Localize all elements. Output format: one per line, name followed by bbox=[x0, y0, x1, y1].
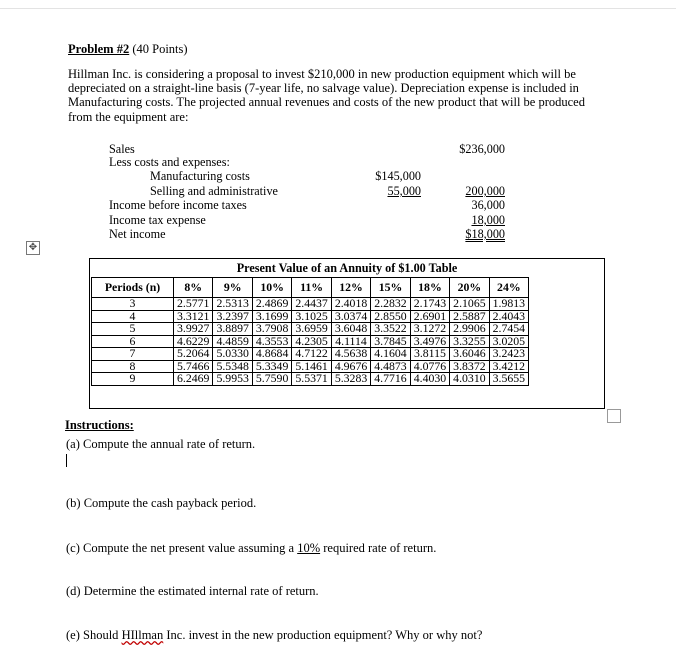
pv-factor-cell: 3.6048 bbox=[331, 323, 370, 336]
pv-factor-cell: 5.3283 bbox=[331, 373, 370, 386]
pv-factor-cell: 2.1743 bbox=[410, 298, 449, 311]
pv-factor-cell: 4.4873 bbox=[371, 360, 410, 373]
net-income-label: Net income bbox=[109, 227, 166, 241]
pv-factor-cell: 2.6901 bbox=[410, 310, 449, 323]
income-before-taxes-label: Income before income taxes bbox=[109, 198, 247, 212]
instruction-d: (d) Determine the estimated internal rate of return. bbox=[66, 584, 319, 598]
pv-factor-cell: 5.2064 bbox=[174, 348, 213, 361]
pv-factor-cell: 3.5655 bbox=[489, 373, 528, 386]
rate-header: 11% bbox=[292, 278, 331, 298]
selling-admin-value: 55,000 bbox=[387, 184, 421, 198]
income-before-taxes-value: 36,000 bbox=[471, 198, 505, 212]
sales-value: $236,000 bbox=[459, 142, 505, 156]
pv-factor-cell: 5.7466 bbox=[174, 360, 213, 373]
pv-factor-cell: 4.3553 bbox=[252, 335, 291, 348]
periods-header: Periods (n) bbox=[92, 278, 174, 298]
pv-factor-cell: 2.5313 bbox=[213, 298, 252, 311]
pv-factor-cell: 3.7845 bbox=[371, 335, 410, 348]
rate-header: 8% bbox=[174, 278, 213, 298]
sales-label: Sales bbox=[109, 142, 135, 156]
selling-admin-label: Selling and administrative bbox=[150, 184, 278, 198]
instruction-b: (b) Compute the cash payback period. bbox=[66, 496, 257, 510]
pv-factor-cell: 2.8550 bbox=[371, 310, 410, 323]
pv-factor-cell: 2.5887 bbox=[450, 310, 489, 323]
pv-annuity-table bbox=[89, 258, 605, 409]
pv-factor-cell: 5.9953 bbox=[213, 373, 252, 386]
text-cursor bbox=[66, 454, 67, 467]
instructions-heading: Instructions: bbox=[65, 418, 134, 432]
pv-factor-cell: 3.7908 bbox=[252, 323, 291, 336]
pv-factor-cell: 2.7454 bbox=[489, 323, 528, 336]
pv-factor-cell: 3.1699 bbox=[252, 310, 291, 323]
less-costs-label: Less costs and expenses: bbox=[109, 155, 230, 169]
pv-factor-cell: 3.1272 bbox=[410, 323, 449, 336]
pv-factor-cell: 5.0330 bbox=[213, 348, 252, 361]
rate-header: 12% bbox=[331, 278, 370, 298]
pv-factor-cell: 3.0205 bbox=[489, 335, 528, 348]
pv-factor-cell: 2.1065 bbox=[450, 298, 489, 311]
rate-header: 15% bbox=[371, 278, 410, 298]
pv-factor-cell: 2.9906 bbox=[450, 323, 489, 336]
pv-factor-cell: 3.3255 bbox=[450, 335, 489, 348]
required-rate: 10% bbox=[297, 541, 321, 555]
pv-table-body bbox=[92, 298, 529, 386]
pv-factor-cell: 2.4018 bbox=[331, 298, 370, 311]
rate-header: 9% bbox=[213, 278, 252, 298]
pv-factor-cell: 3.4212 bbox=[489, 360, 528, 373]
pv-factor-cell: 5.1461 bbox=[292, 360, 331, 373]
pv-factor-cell: 4.6229 bbox=[174, 335, 213, 348]
table-resize-handle[interactable] bbox=[607, 409, 621, 423]
period-cell: 5 bbox=[92, 323, 174, 336]
page-top-border bbox=[0, 8, 676, 9]
pv-factor-cell: 3.8372 bbox=[450, 360, 489, 373]
pv-factor-cell: 2.4043 bbox=[489, 310, 528, 323]
period-cell: 8 bbox=[92, 360, 174, 373]
pv-factor-cell: 1.9813 bbox=[489, 298, 528, 311]
manufacturing-label: Manufacturing costs bbox=[150, 169, 250, 183]
manufacturing-value: $145,000 bbox=[375, 169, 421, 183]
instruction-c: (c) Compute the net present value assuming a 10% required rate of return. bbox=[66, 541, 437, 555]
pv-factor-cell: 3.3121 bbox=[174, 310, 213, 323]
pv-factor-cell: 3.0374 bbox=[331, 310, 370, 323]
pv-factor-cell: 4.5638 bbox=[331, 348, 370, 361]
pv-factor-cell: 5.7590 bbox=[252, 373, 291, 386]
pv-factor-cell: 4.8684 bbox=[252, 348, 291, 361]
pv-factor-cell: 4.7122 bbox=[292, 348, 331, 361]
instruction-e: (e) Should HIllman Inc. invest in the new production equipment? Why or why not? bbox=[66, 628, 483, 642]
total-costs-value: 200,000 bbox=[465, 184, 505, 198]
pv-factor-cell: 5.5371 bbox=[292, 373, 331, 386]
net-income-value: $18,000 bbox=[465, 227, 505, 241]
pv-factor-cell: 3.9927 bbox=[174, 323, 213, 336]
pv-factor-cell: 2.4437 bbox=[292, 298, 331, 311]
period-cell: 7 bbox=[92, 348, 174, 361]
period-cell: 6 bbox=[92, 335, 174, 348]
pv-factor-cell: 4.2305 bbox=[292, 335, 331, 348]
instruction-a: (a) Compute the annual rate of return. bbox=[66, 437, 256, 451]
pv-factor-cell: 3.4976 bbox=[410, 335, 449, 348]
income-tax-value: 18,000 bbox=[471, 213, 505, 227]
pv-table-grid bbox=[91, 277, 529, 386]
pv-factor-cell: 5.3349 bbox=[252, 360, 291, 373]
pv-factor-cell: 4.0310 bbox=[450, 373, 489, 386]
rate-header: 18% bbox=[410, 278, 449, 298]
pv-table-title: Present Value of an Annuity of $1.00 Table bbox=[236, 261, 458, 275]
period-cell: 4 bbox=[92, 310, 174, 323]
pv-factor-cell: 4.1604 bbox=[371, 348, 410, 361]
pv-factor-cell: 4.9676 bbox=[331, 360, 370, 373]
rate-header: 20% bbox=[450, 278, 489, 298]
pv-factor-cell: 3.3522 bbox=[371, 323, 410, 336]
period-cell: 3 bbox=[92, 298, 174, 311]
income-tax-label: Income tax expense bbox=[109, 213, 206, 227]
period-cell: 9 bbox=[92, 373, 174, 386]
problem-title: Problem #2 (40 Points) bbox=[68, 42, 188, 56]
move-anchor-icon[interactable]: ✥ bbox=[26, 241, 40, 255]
pv-factor-cell: 3.1025 bbox=[292, 310, 331, 323]
pv-factor-cell: 3.2423 bbox=[489, 348, 528, 361]
pv-factor-cell: 2.4869 bbox=[252, 298, 291, 311]
pv-table-row bbox=[92, 373, 529, 386]
pv-factor-cell: 3.8115 bbox=[410, 348, 449, 361]
pv-factor-cell: 3.6046 bbox=[450, 348, 489, 361]
pv-factor-cell: 2.2832 bbox=[371, 298, 410, 311]
rate-header: 10% bbox=[252, 278, 291, 298]
pv-factor-cell: 2.5771 bbox=[174, 298, 213, 311]
pv-header-row bbox=[92, 278, 529, 298]
pv-factor-cell: 3.2397 bbox=[213, 310, 252, 323]
pv-factor-cell: 4.4030 bbox=[410, 373, 449, 386]
pv-factor-cell: 4.4859 bbox=[213, 335, 252, 348]
pv-factor-cell: 3.6959 bbox=[292, 323, 331, 336]
pv-factor-cell: 4.0776 bbox=[410, 360, 449, 373]
pv-factor-cell: 4.7716 bbox=[371, 373, 410, 386]
pv-factor-cell: 3.8897 bbox=[213, 323, 252, 336]
problem-paragraph: Hillman Inc. is considering a proposal to invest $210,000 in new production equipment which will be depreciated on a straight-line basis (7-year life, no salvage value). Depreciation expense is included in Manufacturing costs. The projected annual revenues and costs of the new product that will be produced from the equipment are: bbox=[68, 67, 585, 124]
pv-factor-cell: 6.2469 bbox=[174, 373, 213, 386]
rate-header: 24% bbox=[489, 278, 528, 298]
pv-factor-cell: 4.1114 bbox=[331, 335, 370, 348]
misspelled-word[interactable]: HIllman bbox=[121, 628, 164, 642]
pv-factor-cell: 5.5348 bbox=[213, 360, 252, 373]
